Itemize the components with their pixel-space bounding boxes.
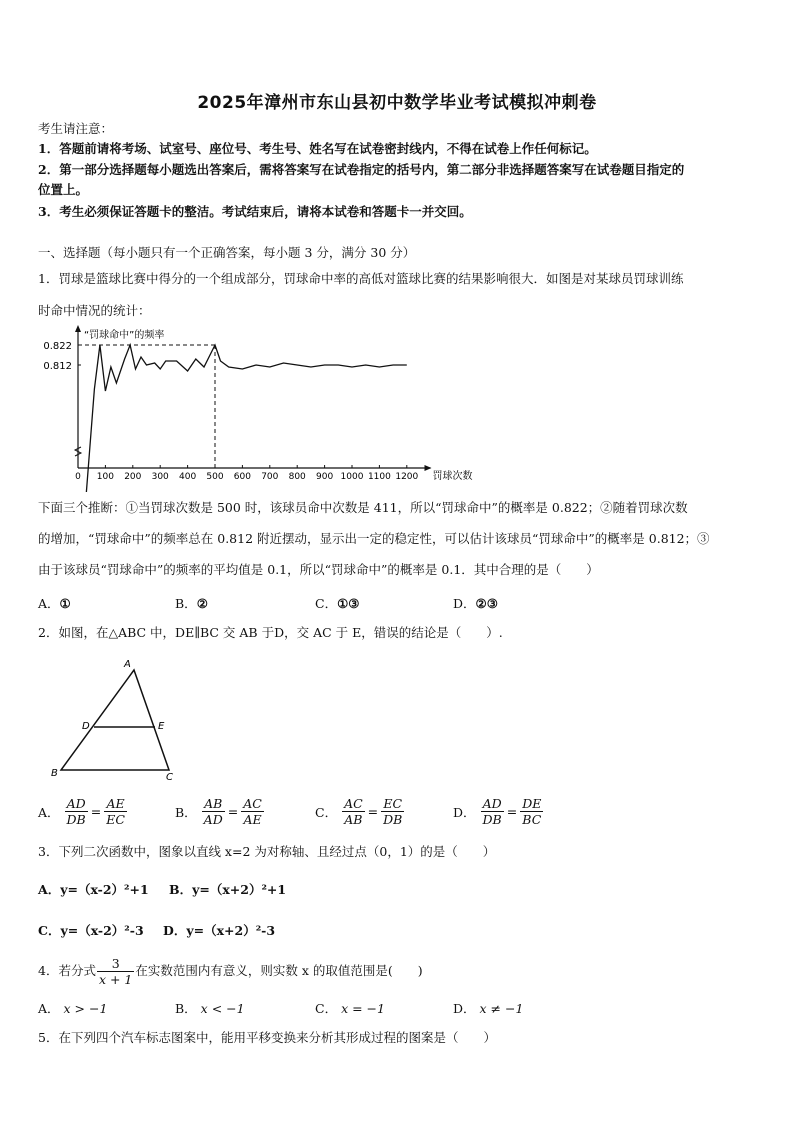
option-text: y=（x+2）²+1 [192,882,287,897]
x-tick-label: 0 [75,472,81,482]
option-letter: D． [453,596,476,611]
q1-frequency-chart [30,322,500,492]
option-text: ①③ [337,596,360,611]
option-text: y=（x+2）²-3 [186,923,276,938]
x-tick-label: 200 [124,472,142,482]
q3-options-row1 [38,880,758,898]
label-e: E [158,721,165,732]
q3-stem: 3．下列二次函数中，图象以直线 x=2 为对称轴、且经过点（0，1）的是（ ） [38,844,496,859]
q2-stem: 2．如图，在△ABC 中，DE∥BC 交 AB 于D，交 AC 于 E，错误的结论是（ ）. [38,625,503,640]
section-heading: 一、选择题（每小题只有一个正确答案，每小题 3 分，满分 30 分） [38,245,416,260]
fraction: $\frac{EC}{DB}$ [383,796,403,827]
option-text: ② [196,596,208,611]
label-d: D [82,721,90,732]
fraction: $\frac{AB}{AD}$ [203,796,223,827]
fraction: $\frac{AD}{DB}$ [482,796,502,827]
q2-option-c[interactable]: C． $\frac{AC}{AB}$ = $\frac{EC}{DB}$ [315,796,403,827]
option-letter: B． [175,596,197,611]
x-tick-label: 300 [151,472,169,482]
q1-option-d[interactable] [453,594,498,612]
q4-option-a[interactable] [38,999,107,1017]
option-text: x ≠ −1 [479,1001,524,1016]
q4-prefix: 4．若分式 [38,963,96,978]
option-text: x < −1 [200,1001,245,1016]
q4-option-d[interactable] [453,999,523,1017]
option-letter: A． [38,596,60,611]
q3-option-c[interactable] [38,921,144,939]
q1-inference-line3: 由于该球员“罚球命中”的频率的平均值是 0.1，所以“罚球命中”的概率是 0.1．其中合理的是（ ） [38,562,599,577]
q4-option-b[interactable] [175,999,245,1017]
option-letter: B． [175,1001,197,1016]
option-letter: D． [453,1001,476,1016]
notice-item-1: 1．答题前请将考场、试室号、座位号、考生号、姓名写在试卷密封线内，不得在试卷上作任何标记。 [38,141,597,156]
fraction: $\frac{AE}{EC}$ [106,796,125,827]
x-tick-label: 700 [261,472,279,482]
x-tick-label: 500 [206,472,224,482]
x-tick-label: 1200 [395,472,419,482]
option-text: x > −1 [63,1001,108,1016]
notice-item-2: 2．第一部分选择题每小题选出答案后，需将答案写在试卷指定的括号内，第二部分非选择题答案写在试卷题目指定的 [38,162,685,177]
q1-stem-line2: 时命中情况的统计： [38,303,151,318]
q1-stem-line1: 1．罚球是篮球比赛中得分的一个组成部分，罚球命中率的高低对篮球比赛的结果影响很大．如图是对某球员罚球训练 [38,271,684,286]
notice-item-2-cont: 位置上。 [38,182,89,197]
option-letter: A． [38,804,60,820]
option-letter: B． [169,882,193,897]
option-text: y=（x-2）²+1 [60,882,149,897]
q4-options [38,999,758,1017]
q2-option-d[interactable]: D． $\frac{AD}{DB}$ = $\frac{DE}{BC}$ [453,796,542,827]
q2-option-b[interactable]: B． $\frac{AB}{AD}$ = $\frac{AC}{AE}$ [175,796,262,827]
q1-options [38,594,758,612]
q1-option-a[interactable] [38,594,71,612]
q4-stem [38,953,423,989]
y-tick-label: 0.812 [43,361,72,372]
option-letter: C． [315,804,338,820]
option-letter: A． [38,882,61,897]
y-axis-label: “罚球命中”的频率 [84,330,165,341]
option-letter: C． [315,1001,338,1016]
x-tick-label: 1100 [367,472,391,482]
q1-option-b[interactable] [175,594,208,612]
label-c: C [166,772,173,783]
q3-option-b[interactable] [169,880,286,898]
option-text: ① [59,596,71,611]
option-text: ②③ [475,596,498,611]
axis-break [75,447,81,456]
y-axis-arrow [75,325,81,332]
x-axis-label: 罚球次数 [432,471,473,482]
fraction: $\frac{AC}{AB}$ [344,796,363,827]
q2-options [38,796,758,836]
q3-options-row2 [38,921,758,939]
option-text: y=（x-2）²-3 [60,923,144,938]
label-b: B [51,768,58,779]
notice-heading: 考生请注意： [38,121,114,136]
x-axis-arrow [425,465,432,471]
x-tick-label: 800 [288,472,306,482]
fraction: $\frac{DE}{BC}$ [522,796,542,827]
option-letter: C． [315,596,338,611]
q1-option-c[interactable] [315,594,360,612]
q4-fraction: $\frac{3}{x + 1}$ [98,956,133,987]
x-tick-label: 1000 [340,472,364,482]
option-letter: A． [38,1001,60,1016]
fraction: $\frac{AD}{DB}$ [66,796,86,827]
q1-inference-line1: 下面三个推断：①当罚球次数是 500 时，该球员命中次数是 411，所以“罚球命中”的概率是 0.822；②随着罚球次数 [38,500,688,515]
q4-suffix: 在实数范围内有意义，则实数 x 的取值范围是( ) [135,963,423,978]
option-letter: D． [453,804,476,820]
q1-inference-line2: 的增加，“罚球命中”的频率总在 0.812 附近摆动，显示出一定的稳定性，可以估计该球员“罚球命中”的概率是 0.812；③ [38,531,710,546]
x-tick-label: 900 [316,472,334,482]
triangle-abc [61,670,169,770]
option-text: x = −1 [341,1001,385,1016]
y-tick-label: 0.822 [43,341,72,352]
q2-option-a[interactable]: A． $\frac{AD}{DB}$ = $\frac{AE}{EC}$ [38,796,125,827]
x-tick-label: 400 [179,472,197,482]
option-letter: D． [163,923,187,938]
label-a: A [124,659,131,670]
x-tick-label: 600 [233,472,251,482]
x-tick-label: 100 [96,472,114,482]
page-title: 2025年漳州市东山县初中数学毕业考试模拟冲刺卷 [197,93,597,113]
option-letter: C． [38,923,61,938]
q3-option-d[interactable] [163,921,275,939]
notice-item-3: 3．考生必须保证答题卡的整洁。考试结束后，请将本试卷和答题卡一并交回。 [38,204,472,219]
q2-triangle-figure [48,656,188,784]
frequency-series-line [84,345,407,492]
q3-option-a[interactable] [38,880,149,898]
q4-option-c[interactable] [315,999,385,1017]
q5-stem: 5．在下列四个汽车标志图案中，能用平移变换来分析其形成过程的图案是（ ） [38,1030,496,1045]
fraction: $\frac{AC}{AE}$ [243,796,262,827]
option-letter: B． [175,804,197,820]
